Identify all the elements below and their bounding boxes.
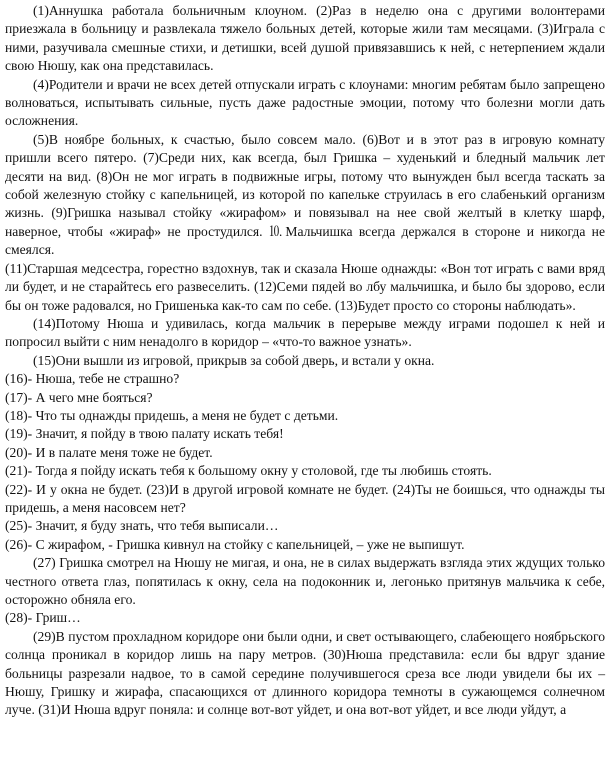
dialogue-line-22: (22)- И у окна не будет. (23)И в другой игровой комнате не будет. (24)Ты не боишься, что однажды ты придешь, а меня насовсем нет? — [5, 481, 605, 515]
dialogue-line-21: (21)- Тогда я пойду искать тебя к большому окну у столовой, где ты любишь стоять. — [5, 463, 492, 479]
paragraph-2: (4)Родители и врачи не всех детей отпускали играть с клоунами: многим ребятам было запрещено волноваться, испытывать сильные, пусть даже радостные эмоции, потому что болезни могли дать осложнения. — [5, 76, 605, 129]
dialogue-line-16: (16)- Нюша, тебе не страшно? — [5, 371, 180, 387]
paragraph-27: (27) Гришка смотрел на Нюшу не мигая, и она, не в силах выдержать взгляда этих ждущих только честного ответа глаз, попятилась к окну, села на подоконник и, легонько притянув мальчика к себе, осторожно обняла его. — [5, 555, 605, 607]
paragraph-6: (15)Они вышли из игровой, прикрыв за собой дверь, и встали у окна. — [33, 352, 435, 368]
dialogue-line-19: (19)- Значит, я пойду в твою палату искать тебя! — [5, 426, 284, 442]
paragraph-3: (5)В ноябре больных, к счастью, было совсем мало. (6)Вот и в этот раз в игровую комнату пришли всего пятеро. (7)Среди них, как всегда, был Гришка – худенький и бледный мальчик лет десяти на вид. (8)Он не мог играть в подвижные игры, потому что вынужден был всегда таскать за собой железную стойку с капельницей, из которой по капельке струилась в его слабенький организм жизнь. (9)Гришка называл стойку «жирафом» и повязывал на нее свой желтый в клетку шарф, наверное, чтобы «жираф» не простудился. ⒑Мальчишка всегда держался в стороне и никогда не смеялся. — [5, 131, 605, 258]
dialogue-line-20: (20)- И в палате меня тоже не будет. — [5, 444, 213, 460]
dialogue-line-26: (26)- С жирафом, - Гришка кивнул на стойку с капельницей, – уже не выпишут. — [5, 536, 465, 552]
dialogue-line-18: (18)- Что ты однажды придешь, а меня не будет с детьми. — [5, 407, 339, 423]
paragraph-1: (1)Аннушка работала больничным клоуном. (2)Раз в неделю она с другими волонтерами приезжала в больницу и развлекала тяжело больных детей, которые жили там месяцами. (3)Играла с ними, разучивала смешные стихи, и детишки, всей душой привязавшись к ней, с нетерпением ждали свою Нюшу, как она представилась. — [5, 3, 605, 74]
paragraph-29: (29)В пустом прохладном коридоре они были одни, и свет остывающего, слабеющего ноябрьского солнца проникал в коридор лишь на пару метров. (30)Нюша представила: если бы вдруг здание больницы разрезали надвое, то в самой середине получившегося среза все люди увидели бы их – Нюшу, Гришку и жирафа, спасающихся от длинного коридора темноты в сужающемся солнечном луче. (31)И Нюша вдруг поняла: и солнце вот-вот уйдет, и она вот-вот уйдет, и все люди уйдут, а — [5, 628, 605, 718]
dialogue-line-25: (25)- Значит, я буду знать, что тебя выписали… — [5, 518, 279, 534]
dialogue-line-28: (28)- Гриш… — [5, 610, 81, 626]
paragraph-4: (11)Старшая медсестра, горестно вздохнув, так и сказала Нюше однажды: «Вон тот играть с вами вряд ли будет, и не старайтесь его развеселить. (12)Семи пядей во лбу мальчишка, и было бы здорово, если бы он тоже радовался, но Гришенька как-то сам по себе. (13)Будет просто со стороны наблюдать». — [5, 260, 605, 313]
paragraph-5: (14)Потому Нюша и удивилась, когда мальчик в перерыве между играми подошел к ней и попросил выйти с ним ненадолго в коридор – «что-то важное узнать». — [5, 315, 605, 350]
dialogue-line-17: (17)- А чего мне бояться? — [5, 389, 153, 405]
